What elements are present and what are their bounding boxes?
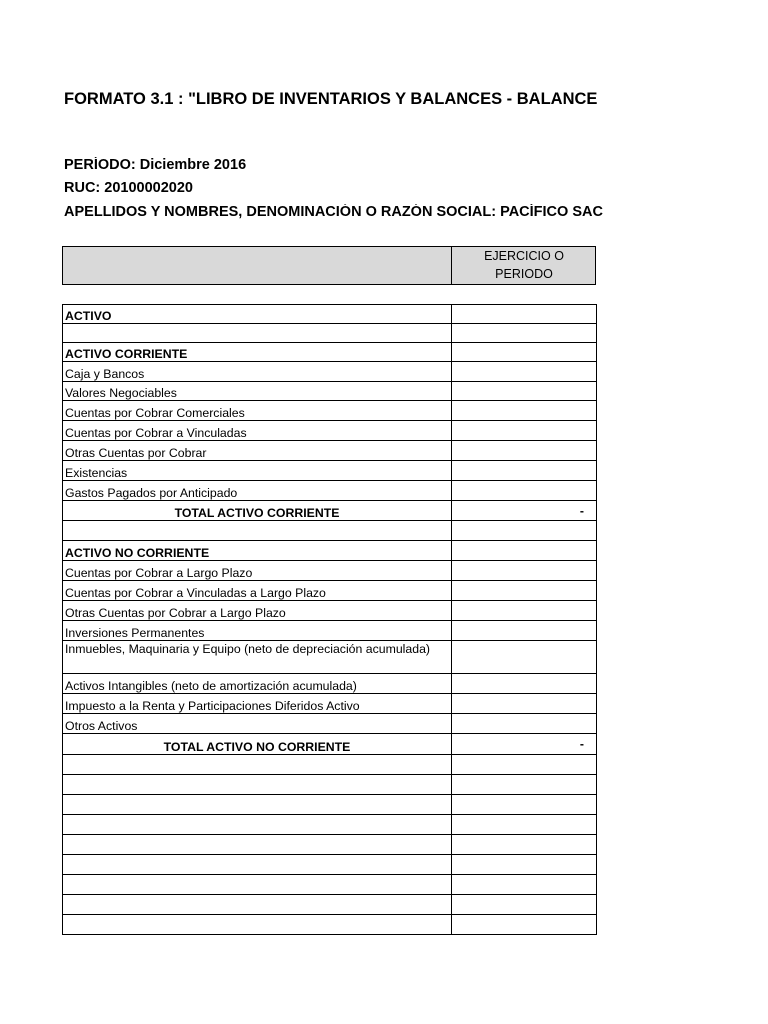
table-row <box>63 815 597 835</box>
row-label: TOTAL ACTIVO NO CORRIENTE <box>63 734 452 755</box>
table-row <box>63 362 597 382</box>
row-label <box>63 815 452 835</box>
table-row <box>63 775 597 795</box>
table-row <box>63 541 597 561</box>
row-label <box>63 855 452 875</box>
table-row <box>63 835 597 855</box>
ruc-label: RUC: 20100002020 <box>64 180 193 196</box>
razon-social-label: APELLIDOS Y NOMBRES, DENOMINACIÓN O RAZÓN SOCIAL: PACÍFICO SAC <box>64 204 603 220</box>
row-label: TOTAL ACTIVO CORRIENTE <box>63 501 452 521</box>
table-row <box>63 755 597 775</box>
table-row <box>63 581 597 601</box>
table-row <box>63 895 597 915</box>
row-label <box>63 915 452 935</box>
row-value <box>452 694 597 714</box>
row-value <box>452 674 597 694</box>
row-value <box>452 401 597 421</box>
table-row <box>63 481 597 501</box>
row-value <box>452 875 597 895</box>
ejercicio-periodo-header <box>452 247 596 284</box>
row-value <box>452 521 597 541</box>
row-label: Valores Negociables <box>63 382 452 401</box>
row-label: Cuentas por Cobrar a Vinculadas <box>63 421 452 441</box>
row-label: Cuentas por Cobrar a Largo Plazo <box>63 561 452 581</box>
table-row <box>63 855 597 875</box>
table-row <box>63 795 597 815</box>
table-row <box>63 421 597 441</box>
row-value: - <box>452 501 597 521</box>
table-row <box>63 461 597 481</box>
row-label <box>63 755 452 775</box>
row-label: Existencias <box>63 461 452 481</box>
table-row <box>63 641 597 674</box>
row-value: - <box>452 734 597 755</box>
row-value <box>452 895 597 915</box>
page-title: FORMATO 3.1 : "LIBRO DE INVENTARIOS Y BALANCES - BALANCE <box>64 90 598 108</box>
row-label <box>63 324 452 343</box>
row-value <box>452 755 597 775</box>
row-value <box>452 775 597 795</box>
row-value <box>452 581 597 601</box>
row-value <box>452 915 597 935</box>
row-value <box>452 855 597 875</box>
row-label: ACTIVO <box>63 305 452 324</box>
row-label: ACTIVO NO CORRIENTE <box>63 541 452 561</box>
row-value <box>452 541 597 561</box>
row-value <box>452 461 597 481</box>
row-value <box>452 621 597 641</box>
table-row <box>63 441 597 461</box>
table-row <box>63 382 597 401</box>
row-label <box>63 775 452 795</box>
row-label: Cuentas por Cobrar Comerciales <box>63 401 452 421</box>
row-label: Impuesto a la Renta y Participaciones Diferidos Activo <box>63 694 452 714</box>
table-row <box>63 305 597 324</box>
row-value <box>452 481 597 501</box>
table-row <box>63 734 597 755</box>
row-label <box>63 795 452 815</box>
table-row <box>63 561 597 581</box>
periodo-label: PERÍODO: Diciembre 2016 <box>64 157 247 173</box>
row-label: Activos Intangibles (neto de amortización acumulada) <box>63 674 452 694</box>
row-value <box>452 815 597 835</box>
row-value <box>452 421 597 441</box>
row-label: ACTIVO CORRIENTE <box>63 343 452 362</box>
row-value <box>452 324 597 343</box>
row-value <box>452 795 597 815</box>
row-value <box>452 714 597 734</box>
row-value <box>452 362 597 382</box>
table-row <box>63 694 597 714</box>
row-label: Otras Cuentas por Cobrar a Largo Plazo <box>63 601 452 621</box>
row-label: Otras Cuentas por Cobrar <box>63 441 452 461</box>
table-row <box>63 714 597 734</box>
row-label <box>63 835 452 855</box>
row-label: Inversiones Permanentes <box>63 621 452 641</box>
table-row <box>63 521 597 541</box>
column-header <box>62 246 596 285</box>
row-label: Inmuebles, Maquinaria y Equipo (neto de depreciación acumulada) <box>63 641 452 674</box>
row-value <box>452 561 597 581</box>
table-row <box>63 674 597 694</box>
header-line-2: PERIODO <box>495 267 553 281</box>
row-value <box>452 641 597 674</box>
row-label <box>63 895 452 915</box>
table-row <box>63 324 597 343</box>
row-label: Caja y Bancos <box>63 362 452 382</box>
row-label <box>63 875 452 895</box>
row-value <box>452 305 597 324</box>
row-value <box>452 343 597 362</box>
row-label: Gastos Pagados por Anticipado <box>63 481 452 501</box>
table-row <box>63 915 597 935</box>
row-label: Otros Activos <box>63 714 452 734</box>
row-value <box>452 835 597 855</box>
table-row <box>63 401 597 421</box>
table-row <box>63 601 597 621</box>
row-value <box>452 441 597 461</box>
row-label <box>63 521 452 541</box>
header-line-1: EJERCICIO O <box>484 249 564 263</box>
table-row <box>63 621 597 641</box>
balance-table <box>62 304 597 935</box>
row-label: Cuentas por Cobrar a Vinculadas a Largo Plazo <box>63 581 452 601</box>
table-row <box>63 343 597 362</box>
row-value <box>452 382 597 401</box>
row-value <box>452 601 597 621</box>
table-row <box>63 875 597 895</box>
table-row <box>63 501 597 521</box>
